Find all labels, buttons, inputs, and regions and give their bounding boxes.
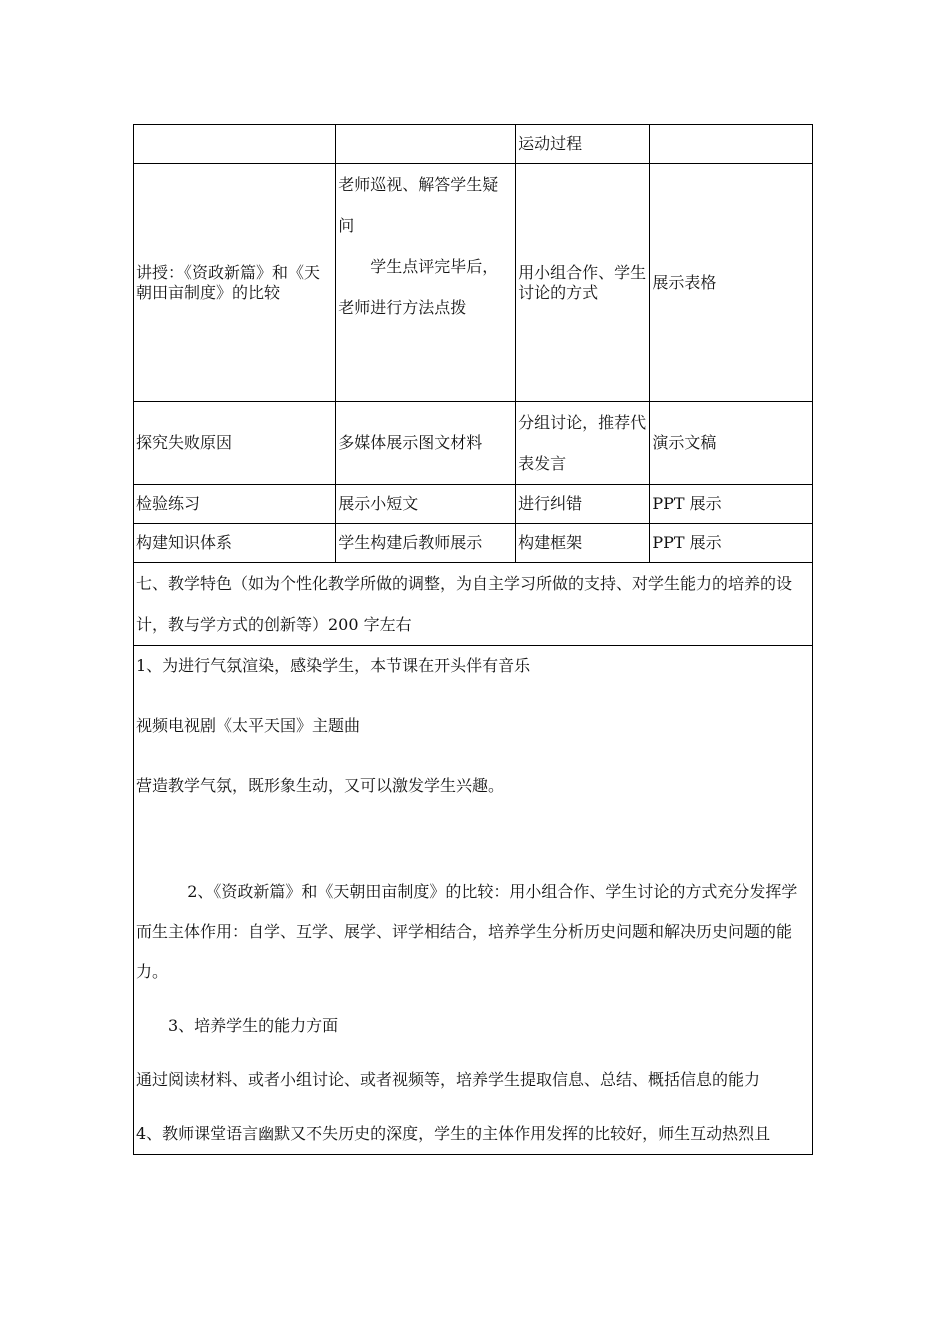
section-body-row — [134, 646, 813, 1155]
table-cell: 进行纠错 — [516, 485, 650, 524]
table-cell: 展示表格 — [650, 164, 813, 402]
cell-line: 学生点评完毕后，老师进行方法点拨 — [338, 257, 499, 317]
table-cell: 演示文稿 — [650, 402, 813, 485]
table-cell: 探究失败原因 — [134, 402, 336, 485]
paragraph: 3、培养学生的能力方面 — [168, 1016, 339, 1035]
table-cell: 构建框架 — [516, 524, 650, 563]
spacer — [136, 1046, 810, 1060]
table-cell: 检验练习 — [134, 485, 336, 524]
section-heading: 七、教学特色（如为个性化教学所做的调整，为自主学习所做的支持、对学生能力的培养的设计，教与学方式的创新等）200 字左右 — [134, 563, 813, 646]
table-cell: PPT 展示 — [650, 485, 813, 524]
table-cell: 运动过程 — [516, 125, 650, 164]
spacer — [136, 686, 810, 706]
paragraph: 营造教学气氛，既形象生动，又可以激发学生兴趣。 — [136, 776, 505, 795]
paragraph: 2、《资政新篇》和《天朝田亩制度》的比较：用小组合作、学生讨论的方式充分发挥学而生主体作用：自学、互学、展学、评学相结合，培养学生分析历史问题和解决历史问题的能力。 — [136, 882, 798, 981]
paragraph: 4、教师课堂语言幽默又不失历史的深度，学生的主体作用发挥的比较好，师生互动热烈且 — [136, 1124, 771, 1143]
table-row — [134, 125, 813, 164]
paragraph: 视频电视剧《太平天国》主题曲 — [136, 716, 361, 735]
table-cell: 分组讨论，推荐代表发言 — [516, 402, 650, 485]
paragraph: 通过阅读材料、或者小组讨论、或者视频等，培养学生提取信息、总结、概括信息的能力 — [136, 1070, 761, 1089]
table-row — [134, 524, 813, 563]
table-cell — [650, 125, 813, 164]
table-cell: 学生构建后教师展示 — [336, 524, 516, 563]
table-cell — [336, 125, 516, 164]
spacer — [136, 806, 810, 872]
section-heading-row — [134, 563, 813, 646]
table-cell: 展示小短文 — [336, 485, 516, 524]
table-cell — [336, 164, 516, 402]
lesson-plan-table — [133, 124, 813, 1155]
section-body — [134, 646, 813, 1155]
table-row — [134, 402, 813, 485]
paragraph: 1、为进行气氛渲染，感染学生，本节课在开头伴有音乐 — [136, 656, 531, 675]
table-cell: PPT 展示 — [650, 524, 813, 563]
table-cell: 讲授：《资政新篇》和《天朝田亩制度》的比较 — [134, 164, 336, 402]
table-cell: 用小组合作、学生讨论的方式 — [516, 164, 650, 402]
spacer — [136, 746, 810, 766]
table-cell — [134, 125, 336, 164]
table-row — [134, 164, 813, 402]
table-cell: 构建知识体系 — [134, 524, 336, 563]
table-row — [134, 485, 813, 524]
spacer — [136, 1100, 810, 1114]
cell-line: 老师巡视、解答学生疑问 — [338, 175, 499, 235]
spacer — [136, 992, 810, 1006]
table-cell: 多媒体展示图文材料 — [336, 402, 516, 485]
